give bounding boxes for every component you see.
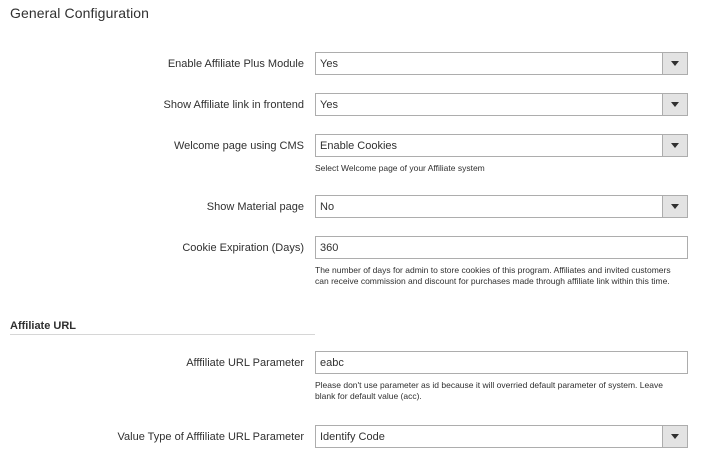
chevron-down-icon [671,434,679,439]
enable-module-value: Yes [320,58,338,70]
show-link-dropdown-button[interactable] [662,94,687,115]
show-link-select[interactable] [315,93,688,116]
welcome-page-value: Enable Cookies [320,140,398,152]
url-param-input[interactable] [315,351,688,374]
cookie-expiration-input[interactable] [315,236,688,259]
chevron-down-icon [671,204,679,209]
chevron-down-icon [671,61,679,66]
cookie-expiration-value: 360 [320,242,339,254]
enable-module-select[interactable] [315,52,688,75]
show-link-value: Yes [320,99,338,111]
show-material-value: No [320,201,335,213]
chevron-down-icon [671,102,679,107]
enable-module-dropdown-button[interactable] [662,53,687,74]
section-title: General Configuration [10,5,150,21]
affiliate-url-divider [10,334,315,335]
chevron-down-icon [671,143,679,148]
url-param-label: Afffiliate URL Parameter [186,357,304,369]
welcome-page-label: Welcome page using CMS [173,140,304,152]
welcome-page-dropdown-button[interactable] [662,135,687,156]
url-param-note: Please don't use parameter as id because it will overried default parameter of system. Leave blank for default value (acc). [315,380,663,401]
value-type-value: Identify Code [320,431,385,443]
url-param-value: eabc [320,357,344,369]
value-type-label: Value Type of Afffiliate URL Parameter [117,431,304,443]
show-material-dropdown-button[interactable] [662,196,687,217]
show-link-label: Show Affiliate link in frontend [163,99,304,111]
affiliate-url-title: Affiliate URL [10,320,76,332]
show-material-select[interactable] [315,195,688,218]
show-material-label: Show Material page [206,201,304,213]
value-type-dropdown-button[interactable] [662,426,687,447]
welcome-page-select[interactable] [315,134,688,157]
cookie-expiration-note: The number of days for admin to store cookies of this program. Affiliates and invited customers can receive commission and discount for purchases made through affiliate link within this time. [315,265,671,286]
cookie-expiration-label: Cookie Expiration (Days) [182,242,304,254]
welcome-page-note: Select Welcome page of your Affiliate system [315,163,485,173]
value-type-select[interactable] [315,425,688,448]
enable-module-label: Enable Affiliate Plus Module [167,58,304,70]
